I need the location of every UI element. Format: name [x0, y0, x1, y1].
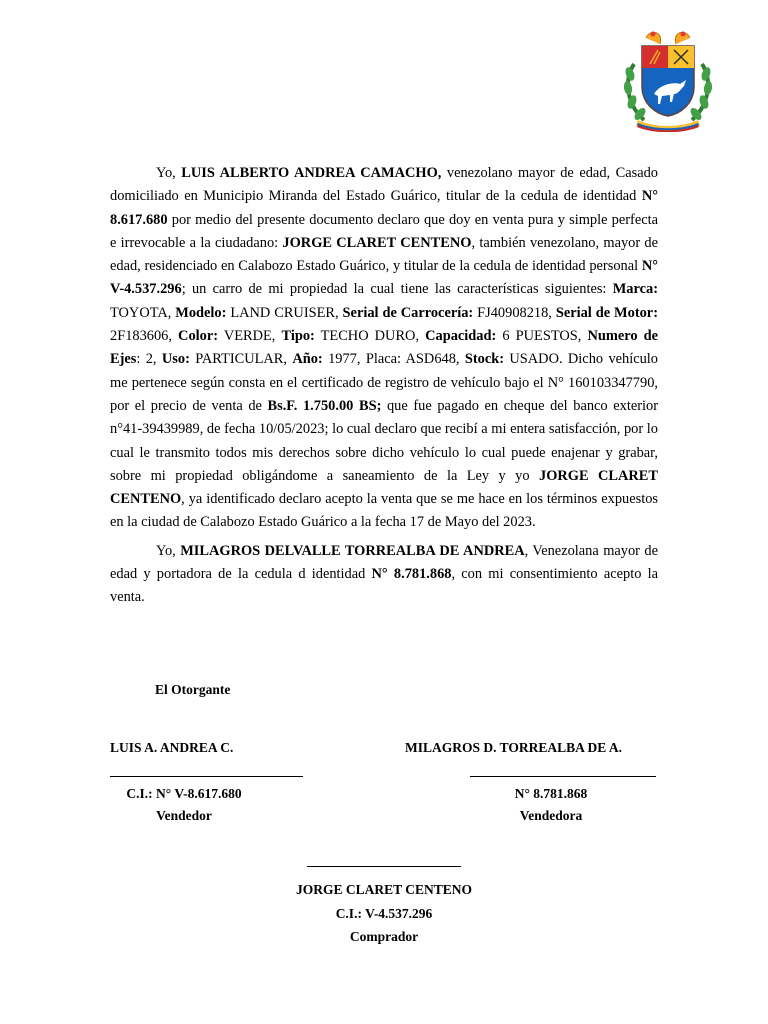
venezuela-coat-of-arms-icon	[620, 24, 716, 132]
buyer-role: Comprador	[349, 929, 419, 944]
co-seller-id: N° 8.781.868	[514, 786, 588, 801]
buyer-signature-line	[307, 866, 461, 867]
co-seller-role: Vendedora	[519, 808, 583, 823]
seller-id: C.I.: N° V-8.617.680	[126, 786, 242, 801]
buyer-name: JORGE CLARET CENTENO	[295, 882, 473, 897]
buyer-id: C.I.: V-4.537.296	[335, 906, 433, 921]
seller-name: LUIS A. ANDREA C.	[110, 740, 234, 755]
co-seller-signature-line	[470, 776, 656, 777]
document-body	[110, 162, 658, 610]
consent-paragraph: Yo, MILAGROS DELVALLE TORREALBA DE ANDREA, Venezolana mayor de edad y portadora de la cedula d identidad N° 8.781.868, con mi consentimiento acepto la venta.	[110, 542, 659, 606]
otorgante-label: El Otorgante	[155, 682, 231, 697]
co-seller-name: MILAGROS D. TORREALBA DE A.	[405, 740, 623, 755]
seller-signature-line	[110, 776, 303, 777]
sale-declaration-paragraph: Yo, LUIS ALBERTO ANDREA CAMACHO, venezolano mayor de edad, Casado domiciliado en Municipio Miranda del Estado Guárico, titular de la cedula de identidad N° 8.617.680 por medio del presente documento declaro que doy en venta pura y simple perfecta e irrevocable a la ciudadano: JORGE CLARET CENTENO, también venezolano, mayor de edad, residenciado en Calabozo Estado Guárico, y titular de la cedula de identidad personal N° V-4.537.296; un carro de mi propiedad la cual tiene las características siguientes: Marca: TOYOTA, Modelo: LAND CRUISER, Serial de Carrocería: FJ40908218, Serial de Motor: 2F183606, Color: VERDE, Tipo: TECHO DURO, Capacidad: 6 PUESTOS, Numero de Ejes: 2, Uso: PARTICULAR, Año: 1977, Placa: ASD648, Stock: USADO. Dicho vehículo me pertenece según consta en el certificado de registro de vehículo bajo el N° 160103347790, por el precio de venta de Bs.F. 1.750.00 BS; que fue pagado en cheque del banco exterior n°41-39439989, de fecha 10/05/2023; lo cual declaro que recibí a mi entera satisfacción, por lo cual le transmito todos mis derechos sobre dicho vehículo lo cual puede enajenar y grabar, sobre mi propiedad obligándome a saneamiento de la Ley y yo JORGE CLARET CENTENO, ya identificado declaro acepto la venta que se me hace en los términos expuestos en la ciudad de Calabozo Estado Guárico a la fecha 17 de Mayo del 2023.	[110, 165, 659, 531]
seller-role: Vendedor	[156, 808, 212, 823]
